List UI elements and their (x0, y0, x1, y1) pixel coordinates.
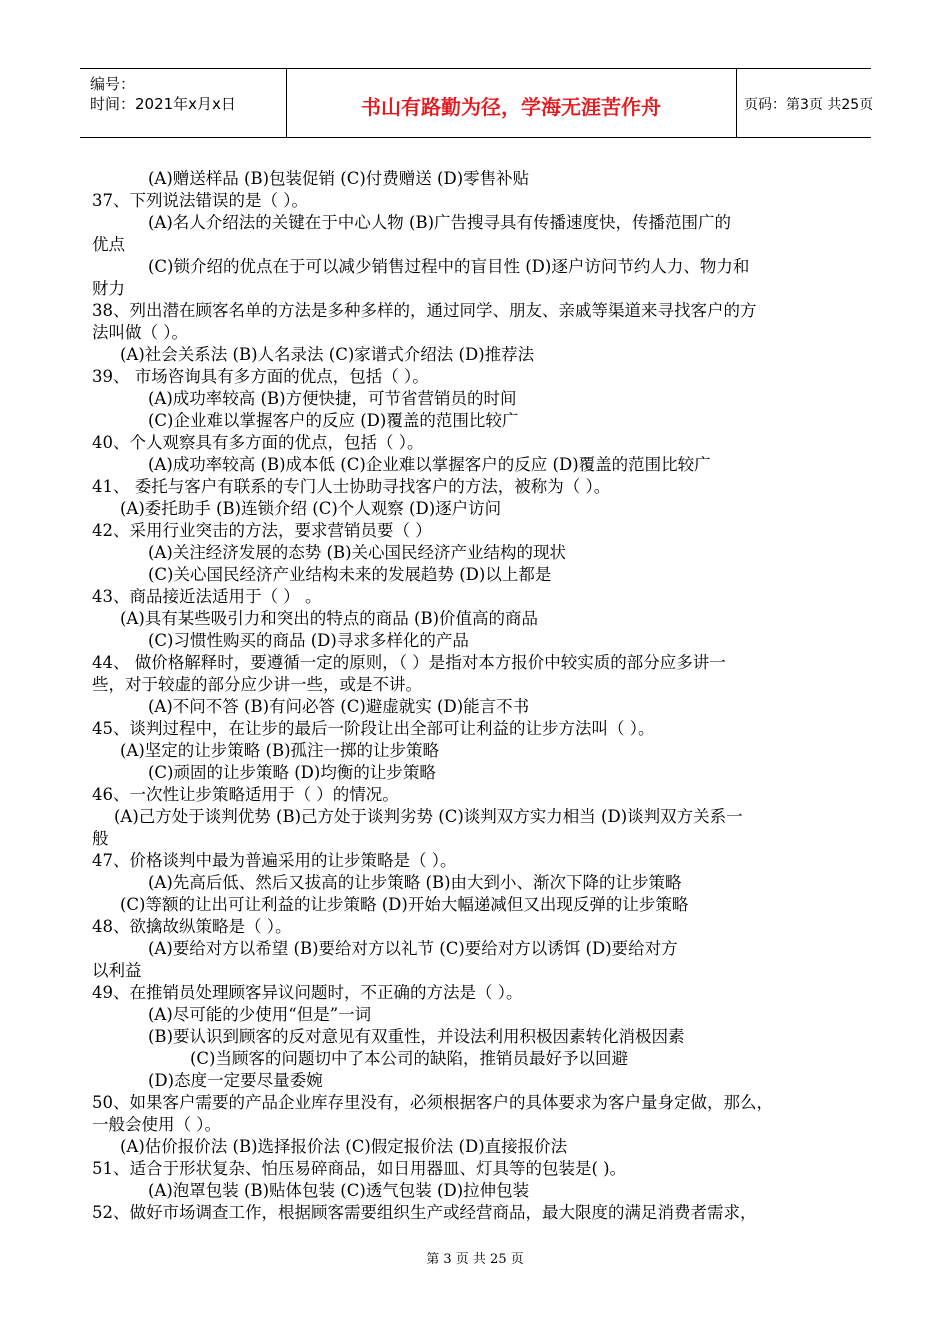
text-line: (D)态度一定要尽量委婉 (148, 1071, 323, 1090)
text-line: 般 (92, 829, 109, 848)
text-line: (C)企业难以掌握客户的反应 (D)覆盖的范围比较广 (148, 411, 519, 430)
document-number-label: 编号： (90, 75, 136, 93)
text-line: (A)具有某些吸引力和突出的特点的商品 (B)价值高的商品 (120, 609, 539, 628)
question-45: 45、谈判过程中，在让步的最后一阶段让出全部可让利益的让步方法叫（ ）。 (92, 719, 655, 738)
text-line: (A)己方处于谈判优势 (B)己方处于谈判劣势 (C)谈判双方实力相当 (D)谈判双方关系一 (114, 807, 743, 826)
text-line: 一般会使用（ ）。 (92, 1115, 221, 1134)
text-line: (A)尽可能的少使用“但是”一词 (148, 1005, 372, 1024)
text-line: (C)当顾客的问题切中了本公司的缺陷，推销员最好予以回避 (190, 1049, 628, 1068)
text-line: (B)要认识到顾客的反对意见有双重性，并设法利用积极因素转化消极因素 (148, 1027, 685, 1046)
text-line: (A)关注经济发展的态势 (B)关心国民经济产业结构的现状 (148, 543, 567, 562)
text-line: (A)成功率较高 (B)成本低 (C)企业难以掌握客户的反应 (D)覆盖的范围比较广 (148, 455, 711, 474)
text-line: (A)泡罩包装 (B)贴体包装 (C)透气包装 (D)拉伸包装 (148, 1181, 530, 1200)
question-40: 40、个人观察具有多方面的优点，包括（ ）。 (92, 433, 424, 452)
text-line: 法叫做（ ）。 (92, 323, 188, 342)
question-39: 39、 市场咨询具有多方面的优点，包括（ ）。 (92, 367, 429, 386)
text-line: (A)成功率较高 (B)方便快捷，可节省营销员的时间 (148, 389, 517, 408)
question-44: 44、 做价格解释时，要遵循一定的原则，（ ）是指对本方报价中较实质的部分应多讲一 (92, 653, 726, 672)
text-line: (A)要给对方以希望 (B)要给对方以礼节 (C)要给对方以诱饵 (D)要给对方 (148, 939, 678, 958)
text-line: (A)坚定的让步策略 (B)孤注一掷的让步策略 (120, 741, 440, 760)
question-41: 41、 委托与客户有联系的专门人士协助寻找客户的方法，被称为（ ）。 (92, 477, 611, 496)
question-46: 46、一次性让步策略适用于（ ）的情况。 (92, 785, 399, 804)
question-52: 52、做好市场调查工作，根据顾客需要组织生产或经营商品，最大限度的满足消费者需求， (92, 1203, 757, 1222)
question-51: 51、适合于形状复杂、怕压易碎商品，如日用器皿、灯具等的包装是( )。 (92, 1159, 627, 1178)
question-43: 43、商品接近法适用于（ ） 。 (92, 587, 322, 606)
text-line: (C)顽固的让步策略 (D)均衡的让步策略 (148, 763, 436, 782)
text-line: 优点 (92, 235, 125, 254)
header-info-cell (80, 69, 287, 137)
text-line: (C)锁介绍的优点在于可以减少销售过程中的盲目性 (D)逐户访问节约人力、物力和 (148, 257, 750, 276)
text-line: (A)赠送样品 (B)包装促销 (C)付费赠送 (D)零售补贴 (148, 169, 530, 188)
question-42: 42、采用行业突击的方法，要求营销员要（ ） (92, 521, 432, 540)
header-page-code: 页码：第3页 共25页 (744, 97, 874, 113)
question-47: 47、价格谈判中最为普遍采用的让步策略是（ ）。 (92, 851, 457, 870)
text-line: 些，对于较虚的部分应少讲一些，或是不讲。 (92, 675, 422, 694)
text-line: (A)估价报价法 (B)选择报价法 (C)假定报价法 (D)直接报价法 (120, 1137, 568, 1156)
question-49: 49、在推销员处理顾客异议问题时，不正确的方法是（ ）。 (92, 983, 523, 1002)
text-line: (C)等额的让出可让利益的让步策略 (D)开始大幅递减但又出现反弹的让步策略 (120, 895, 689, 914)
question-38: 38、列出潜在顾客名单的方法是多种多样的，通过同学、朋友、亲戚等渠道来寻找客户的方 (92, 301, 757, 320)
question-37: 37、下列说法错误的是（ ）。 (92, 191, 308, 210)
text-line: (A)委托助手 (B)连锁介绍 (C)个人观察 (D)逐户访问 (120, 499, 502, 518)
text-line: (A)不问不答 (B)有问必答 (C)避虚就实 (D)能言不书 (148, 697, 530, 716)
page-header (80, 68, 874, 138)
header-page-cell (736, 69, 874, 137)
question-50: 50、如果客户需要的产品企业库存里没有，必须根据客户的具体要求为客户量身定做，那么， (92, 1093, 773, 1112)
text-line: 以利益 (92, 961, 142, 980)
page-footer: 第 3 页 共 25 页 (426, 1252, 524, 1267)
question-48: 48、欲擒故纵策略是（ ）。 (92, 917, 292, 936)
text-line: (A)名人介绍法的关键在于中心人物 (B)广告搜寻具有传播速度快，传播范围广的 (148, 213, 732, 232)
document-date-label: 时间：2021年x月x日 (90, 95, 236, 113)
header-motto: 书山有路勤为径，学海无涯苦作舟 (361, 95, 661, 119)
text-line: (A)先高后低、然后又拔高的让步策略 (B)由大到小、渐次下降的让步策略 (148, 873, 682, 892)
text-line: (C)习惯性购买的商品 (D)寻求多样化的产品 (148, 631, 469, 650)
text-line: (A)社会关系法 (B)人名录法 (C)家谱式介绍法 (D)推荐法 (120, 345, 535, 364)
text-line: 财力 (92, 279, 125, 298)
header-motto-cell (286, 69, 737, 137)
text-line: (C)关心国民经济产业结构未来的发展趋势 (D)以上都是 (148, 565, 552, 584)
